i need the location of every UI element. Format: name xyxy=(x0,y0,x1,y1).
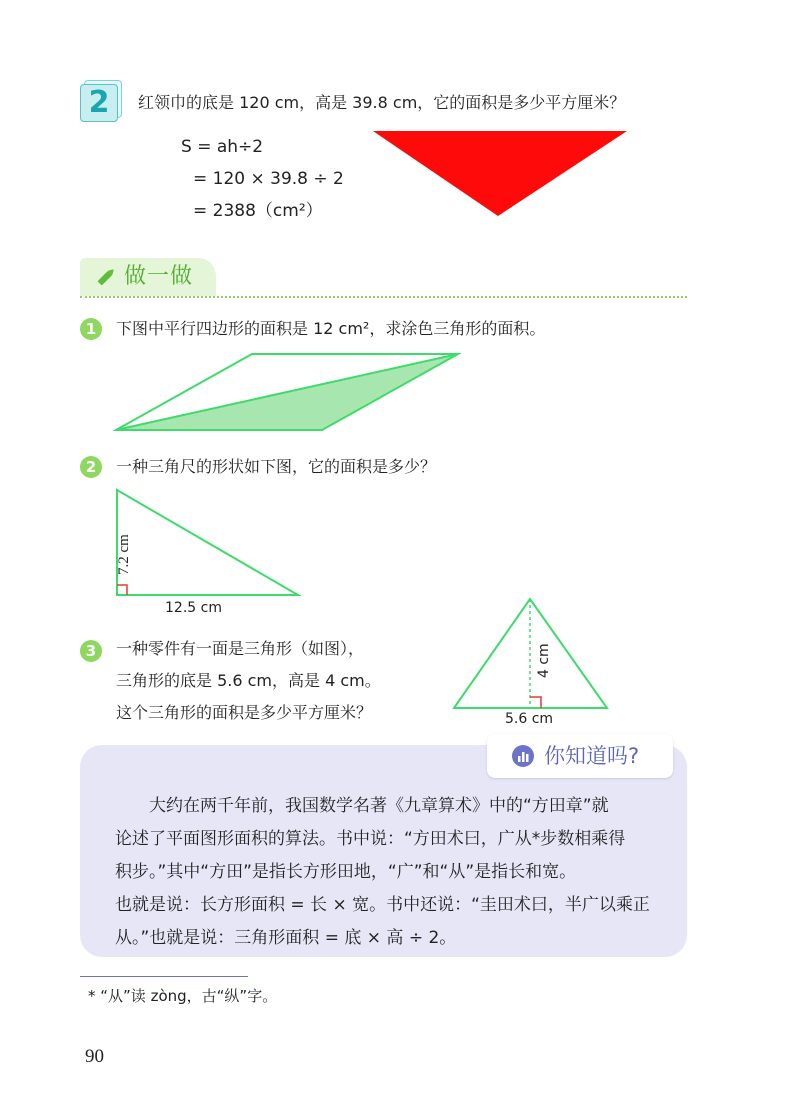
section-divider xyxy=(80,296,687,298)
formula-step-2: = 2388（cm²） xyxy=(193,201,323,221)
knowledge-line: 从。”也就是说：三角形面积 = 底 × 高 ÷ 2。 xyxy=(115,928,457,948)
example-number-badge xyxy=(80,84,120,124)
knowledge-line: 大约在两千年前，我国数学名著《九章算术》中的“方田章”就 xyxy=(149,796,609,816)
practice-title: 做一做 xyxy=(124,264,194,289)
part-triangle-figure xyxy=(450,596,612,712)
right-angle-mark xyxy=(117,585,127,595)
chart-icon xyxy=(512,745,534,767)
question-3-line-2: 三角形的底是 5.6 cm，高是 4 cm。 xyxy=(116,671,381,690)
parallelogram-figure xyxy=(110,348,465,438)
right-angle-mark xyxy=(530,697,541,708)
footnote: * “从”读 zòng，古“纵”字。 xyxy=(88,987,278,1005)
page-number: 90 xyxy=(85,1046,104,1067)
knowledge-line: 积步。”其中“方田”是指长方形田地，“广”和“从”是指长和宽。 xyxy=(115,862,577,882)
knowledge-text xyxy=(115,790,660,955)
formula-line: S = ah÷2 xyxy=(181,137,264,157)
set-square-triangle xyxy=(117,490,298,595)
question-1-text: 下图中平行四边形的面积是 12 cm²，求涂色三角形的面积。 xyxy=(116,319,546,338)
red-scarf-figure xyxy=(370,128,630,220)
question-2-number: 2 xyxy=(80,456,102,478)
red-scarf-triangle xyxy=(373,131,627,216)
question-3-line-3: 这个三角形的面积是多少平方厘米？ xyxy=(116,703,373,722)
question-3-number: 3 xyxy=(80,640,102,662)
formula-step-1: = 120 × 39.8 ÷ 2 xyxy=(193,169,344,189)
set-square-base-label: 12.5 cm xyxy=(165,600,222,616)
set-square-figure xyxy=(110,485,305,603)
knowledge-title: 你知道吗? xyxy=(544,744,640,768)
example-question: 红领巾的底是 120 cm，高是 39.8 cm，它的面积是多少平方厘米？ xyxy=(138,93,626,112)
part-base-label: 5.6 cm xyxy=(505,711,554,727)
footnote-rule xyxy=(80,976,248,977)
question-2-text: 一种三角尺的形状如下图，它的面积是多少？ xyxy=(116,457,437,476)
question-1-number: 1 xyxy=(80,318,102,340)
knowledge-line: 论述了平面图形面积的算法。书中说：“方田术曰，广从*步数相乘得 xyxy=(115,829,626,849)
pencil-icon xyxy=(94,265,118,289)
knowledge-line: 也就是说：长方形面积 = 长 × 宽。书中还说：“圭田术曰，半广以乘正 xyxy=(115,895,650,915)
question-3-line-1: 一种零件有一面是三角形（如图）， xyxy=(116,639,365,658)
example-number: 2 xyxy=(80,84,118,122)
